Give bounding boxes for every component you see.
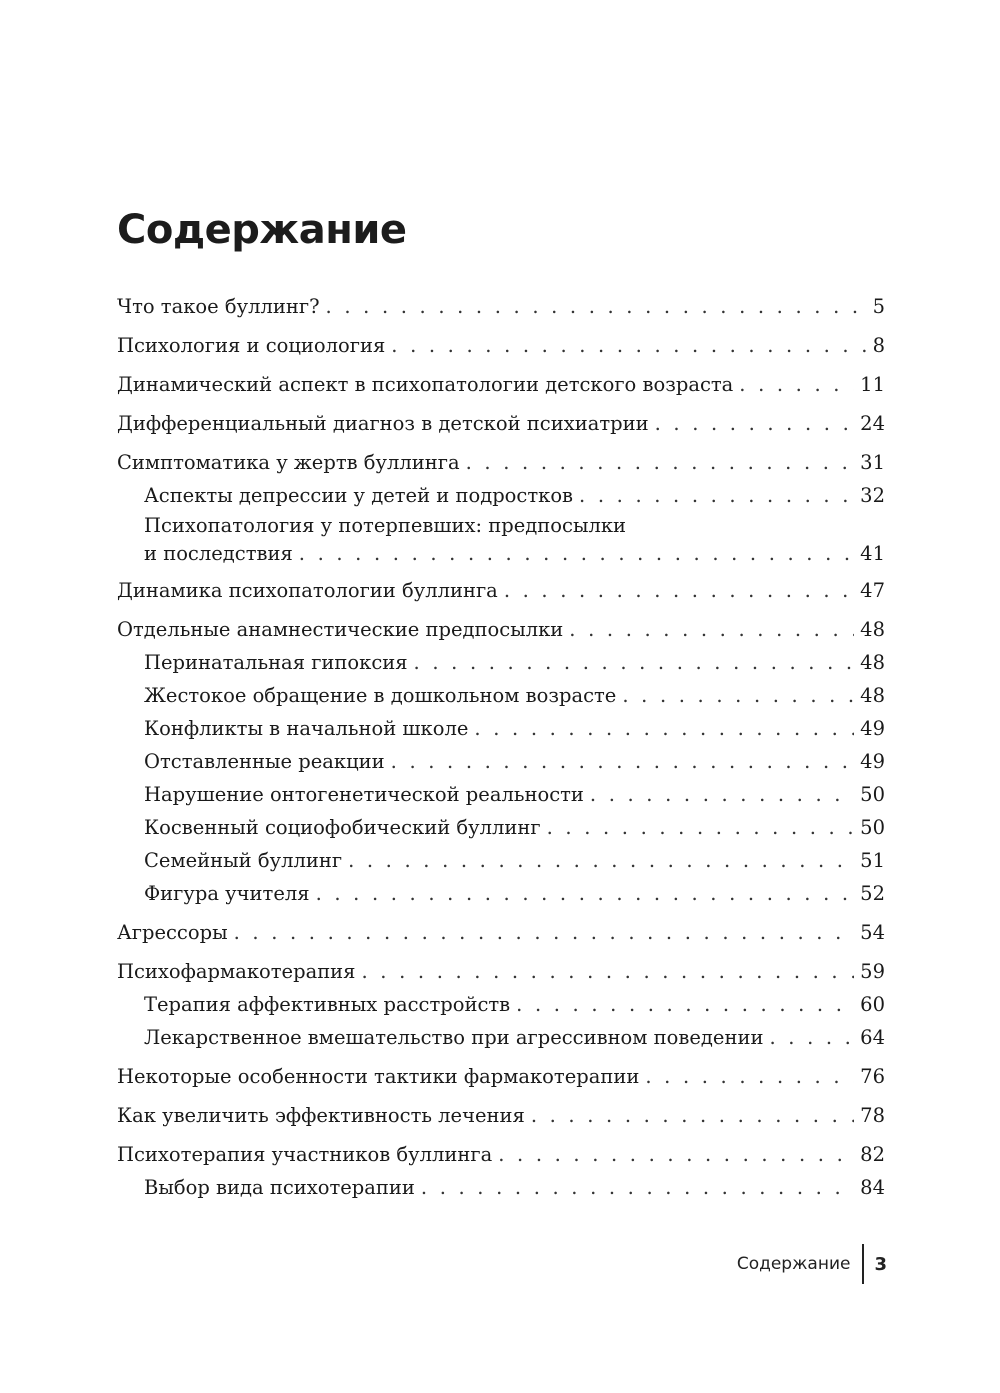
toc-entry-page: 84 [860, 1176, 885, 1199]
toc-entry-title: Психопатология у потерпевших: предпосылки [144, 514, 627, 537]
toc-entry-page: 48 [860, 684, 885, 707]
dot-leader [466, 446, 855, 479]
toc-entry-page: 51 [860, 849, 885, 872]
toc-entry-page: 24 [860, 412, 885, 435]
dot-leader [516, 988, 854, 1021]
toc-entry[interactable] [117, 479, 885, 512]
dot-leader [547, 811, 855, 844]
toc-entry[interactable] [117, 446, 885, 479]
dot-leader [414, 646, 855, 679]
toc-entry-title: Косвенный социофобический буллинг [144, 816, 541, 839]
toc-entry[interactable] [117, 811, 885, 844]
toc-entry[interactable] [117, 778, 885, 811]
toc-entry[interactable] [117, 916, 885, 949]
toc-entry-title: Некоторые особенности тактики фармакотерапии [117, 1065, 640, 1088]
toc-entry-page: 60 [860, 993, 885, 1016]
dot-leader [299, 540, 854, 568]
toc-entry-title: Отдельные анамнестические предпосылки [117, 618, 564, 641]
toc-entry[interactable] [117, 368, 885, 401]
toc-entry-title: Семейный буллинг [144, 849, 343, 872]
toc-entry-page: 8 [872, 334, 885, 357]
toc-entry[interactable] [117, 574, 885, 607]
toc-entry-title: Аспекты депрессии у детей и подростков [144, 484, 574, 507]
dot-leader [655, 407, 855, 440]
toc-entry-page: 82 [860, 1143, 885, 1166]
toc-entry[interactable] [117, 1138, 885, 1171]
toc-entry[interactable] [117, 1021, 885, 1054]
toc-entry-title: и последствия [144, 542, 293, 565]
toc-entry[interactable] [117, 712, 885, 745]
dot-leader [569, 613, 854, 646]
dot-leader [391, 745, 855, 778]
dot-leader [234, 916, 855, 949]
toc-entry-page: 76 [860, 1065, 885, 1088]
toc-entry-title: Агрессоры [117, 921, 228, 944]
toc-entry-title: Симптоматика у жертв буллинга [117, 451, 460, 474]
toc-entry-page: 41 [860, 542, 885, 565]
toc-entry[interactable] [117, 646, 885, 679]
dot-leader [531, 1099, 854, 1132]
toc-entry-page: 50 [860, 783, 885, 806]
toc-entry-page: 48 [860, 651, 885, 674]
toc-entry-title: Отставленные реакции [144, 750, 385, 773]
toc-entry-title: Выбор вида психотерапии [144, 1176, 415, 1199]
toc-entry-page: 31 [860, 451, 885, 474]
page-number: 3 [874, 1253, 887, 1275]
toc-entry[interactable] [117, 988, 885, 1021]
dot-leader [326, 290, 867, 323]
dot-leader [474, 712, 854, 745]
toc-entry-title: Психотерапия участников буллинга [117, 1143, 493, 1166]
toc-entry-title: Жестокое обращение в дошкольном возрасте [144, 684, 617, 707]
toc-entry-page: 49 [860, 750, 885, 773]
page-footer [737, 1244, 887, 1284]
dot-leader [391, 329, 866, 362]
toc-entry-page: 32 [860, 484, 885, 507]
toc-entry-page: 49 [860, 717, 885, 740]
toc-entry-title: Терапия аффективных расстройств [144, 993, 511, 1016]
dot-leader [769, 1021, 854, 1054]
running-header-label: Содержание [736, 1254, 851, 1274]
page-title: Содержание [117, 206, 407, 253]
dot-leader [498, 1138, 854, 1171]
toc-entry-page: 48 [860, 618, 885, 641]
toc-entry-page: 11 [860, 373, 885, 396]
toc-entry[interactable] [117, 613, 885, 646]
toc-entry-page: 5 [872, 295, 885, 318]
dot-leader [504, 574, 854, 607]
toc-entry[interactable] [117, 329, 885, 362]
toc-entry[interactable] [117, 679, 885, 712]
dot-leader [316, 877, 855, 910]
dot-leader [645, 1060, 854, 1093]
toc-entry-title: Как увеличить эффективность лечения [117, 1104, 525, 1127]
toc-entry-page: 64 [860, 1026, 885, 1049]
toc-entry-title: Лекарственное вмешательство при агрессивном поведении [144, 1026, 764, 1049]
toc-entry-title: Нарушение онтогенетической реальности [144, 783, 584, 806]
toc-entry[interactable] [117, 1060, 885, 1093]
toc-entry-title: Дифференциальный диагноз в детской психиатрии [117, 412, 649, 435]
dot-leader [579, 479, 854, 512]
toc-entry-title: Конфликты в начальной школе [144, 717, 469, 740]
dot-leader [622, 679, 854, 712]
dot-leader [421, 1171, 854, 1204]
toc-entry[interactable] [117, 844, 885, 877]
toc-entry[interactable] [117, 290, 885, 323]
toc-entry[interactable] [117, 1099, 885, 1132]
toc-entry-title: Что такое буллинг? [117, 295, 320, 318]
table-of-contents [117, 290, 885, 1204]
footer-divider [862, 1244, 864, 1284]
dot-leader [739, 368, 854, 401]
toc-entry-page: 54 [860, 921, 885, 944]
toc-entry-page: 52 [860, 882, 885, 905]
toc-entry-page: 50 [860, 816, 885, 839]
dot-leader [590, 778, 854, 811]
toc-entry-page: 78 [860, 1104, 885, 1127]
toc-entry-title: Психология и социология [117, 334, 386, 357]
dot-leader [348, 844, 854, 877]
toc-entry-title: Динамика психопатологии буллинга [117, 579, 498, 602]
toc-entry[interactable] [117, 1171, 885, 1204]
toc-entry-title: Перинатальная гипоксия [144, 651, 408, 674]
dot-leader [362, 955, 855, 988]
toc-entry[interactable] [117, 877, 885, 910]
toc-entry[interactable] [117, 407, 885, 440]
toc-entry-page: 47 [860, 579, 885, 602]
toc-entry-page: 59 [860, 960, 885, 983]
toc-entry[interactable] [117, 745, 885, 778]
toc-entry[interactable] [117, 955, 885, 988]
toc-entry[interactable] [117, 512, 885, 568]
toc-entry-title: Психофармакотерапия [117, 960, 356, 983]
toc-entry-title: Фигура учителя [144, 882, 310, 905]
toc-entry-title: Динамический аспект в психопатологии детского возраста [117, 373, 734, 396]
